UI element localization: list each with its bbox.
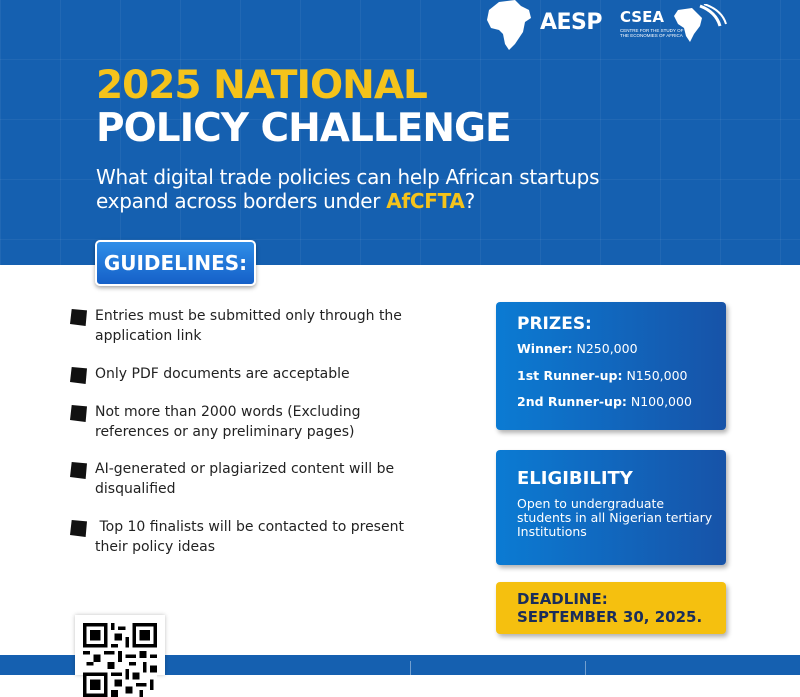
partner-logos <box>480 0 800 55</box>
bullet-icon <box>70 520 87 537</box>
list-item <box>70 306 410 346</box>
qr-code-frame[interactable] <box>75 615 165 675</box>
guideline-text: Top 10 finalists will be contacted to present their policy ideas <box>95 519 409 555</box>
guideline-text: Only PDF documents are acceptable <box>95 366 350 382</box>
prize-amount: N100,000 <box>626 394 692 409</box>
prizes-card <box>496 302 726 430</box>
prize-amount: N150,000 <box>622 368 688 383</box>
qr-code-icon[interactable] <box>83 623 157 697</box>
aesp-logo: AESP <box>540 10 603 35</box>
bullet-icon <box>70 405 87 422</box>
bullet-icon <box>70 309 87 326</box>
challenge-question <box>96 165 656 213</box>
guidelines-heading: GUIDELINES: <box>95 240 256 286</box>
eligibility-heading: ELIGIBILITY <box>517 468 633 489</box>
prize-row-first-runner-up <box>517 368 687 383</box>
deadline-banner <box>496 582 726 634</box>
title-line-1: 2025 NATIONAL <box>96 63 427 108</box>
prize-amount: N250,000 <box>572 341 638 356</box>
prize-label: 2nd Runner-up: <box>517 394 627 409</box>
africa-map-icon <box>485 0 533 52</box>
question-mark: ? <box>464 189 475 213</box>
list-item <box>70 402 410 442</box>
eligibility-card <box>496 450 726 565</box>
prizes-heading: PRIZES: <box>517 314 592 334</box>
prize-label: 1st Runner-up: <box>517 368 623 383</box>
deadline-date: SEPTEMBER 30, 2025. <box>517 608 703 626</box>
bullet-icon <box>70 462 87 479</box>
deadline-label: DEADLINE: <box>517 590 608 608</box>
bullet-icon <box>70 367 87 384</box>
prize-row-winner <box>517 341 638 356</box>
csea-globe-icon <box>670 4 728 46</box>
footer-divider <box>585 661 586 675</box>
afcfta-highlight: AfCFTA <box>386 189 465 213</box>
prize-row-second-runner-up <box>517 394 692 409</box>
csea-logo: CSEA <box>620 8 664 26</box>
question-text: What digital trade policies can help African startups expand across borders under <box>96 165 600 213</box>
guideline-text: Entries must be submitted only through the application link <box>95 308 402 344</box>
eligibility-text: Open to undergraduate students in all Nigerian tertiary Institutions <box>517 496 713 539</box>
footer-divider <box>410 661 411 675</box>
list-item <box>70 517 410 557</box>
list-item <box>70 459 410 499</box>
title-line-2: POLICY CHALLENGE <box>96 106 511 151</box>
guideline-text: AI-generated or plagiarized content will be disqualified <box>95 461 395 497</box>
guideline-text: Not more than 2000 words (Excluding references or any preliminary pages) <box>95 404 361 440</box>
list-item <box>70 364 410 384</box>
csea-logo-subtitle: CENTRE FOR THE STUDY OF THE ECONOMIES OF AFRICA <box>620 28 684 38</box>
prize-label: Winner: <box>517 341 573 356</box>
hero-banner <box>0 0 800 265</box>
